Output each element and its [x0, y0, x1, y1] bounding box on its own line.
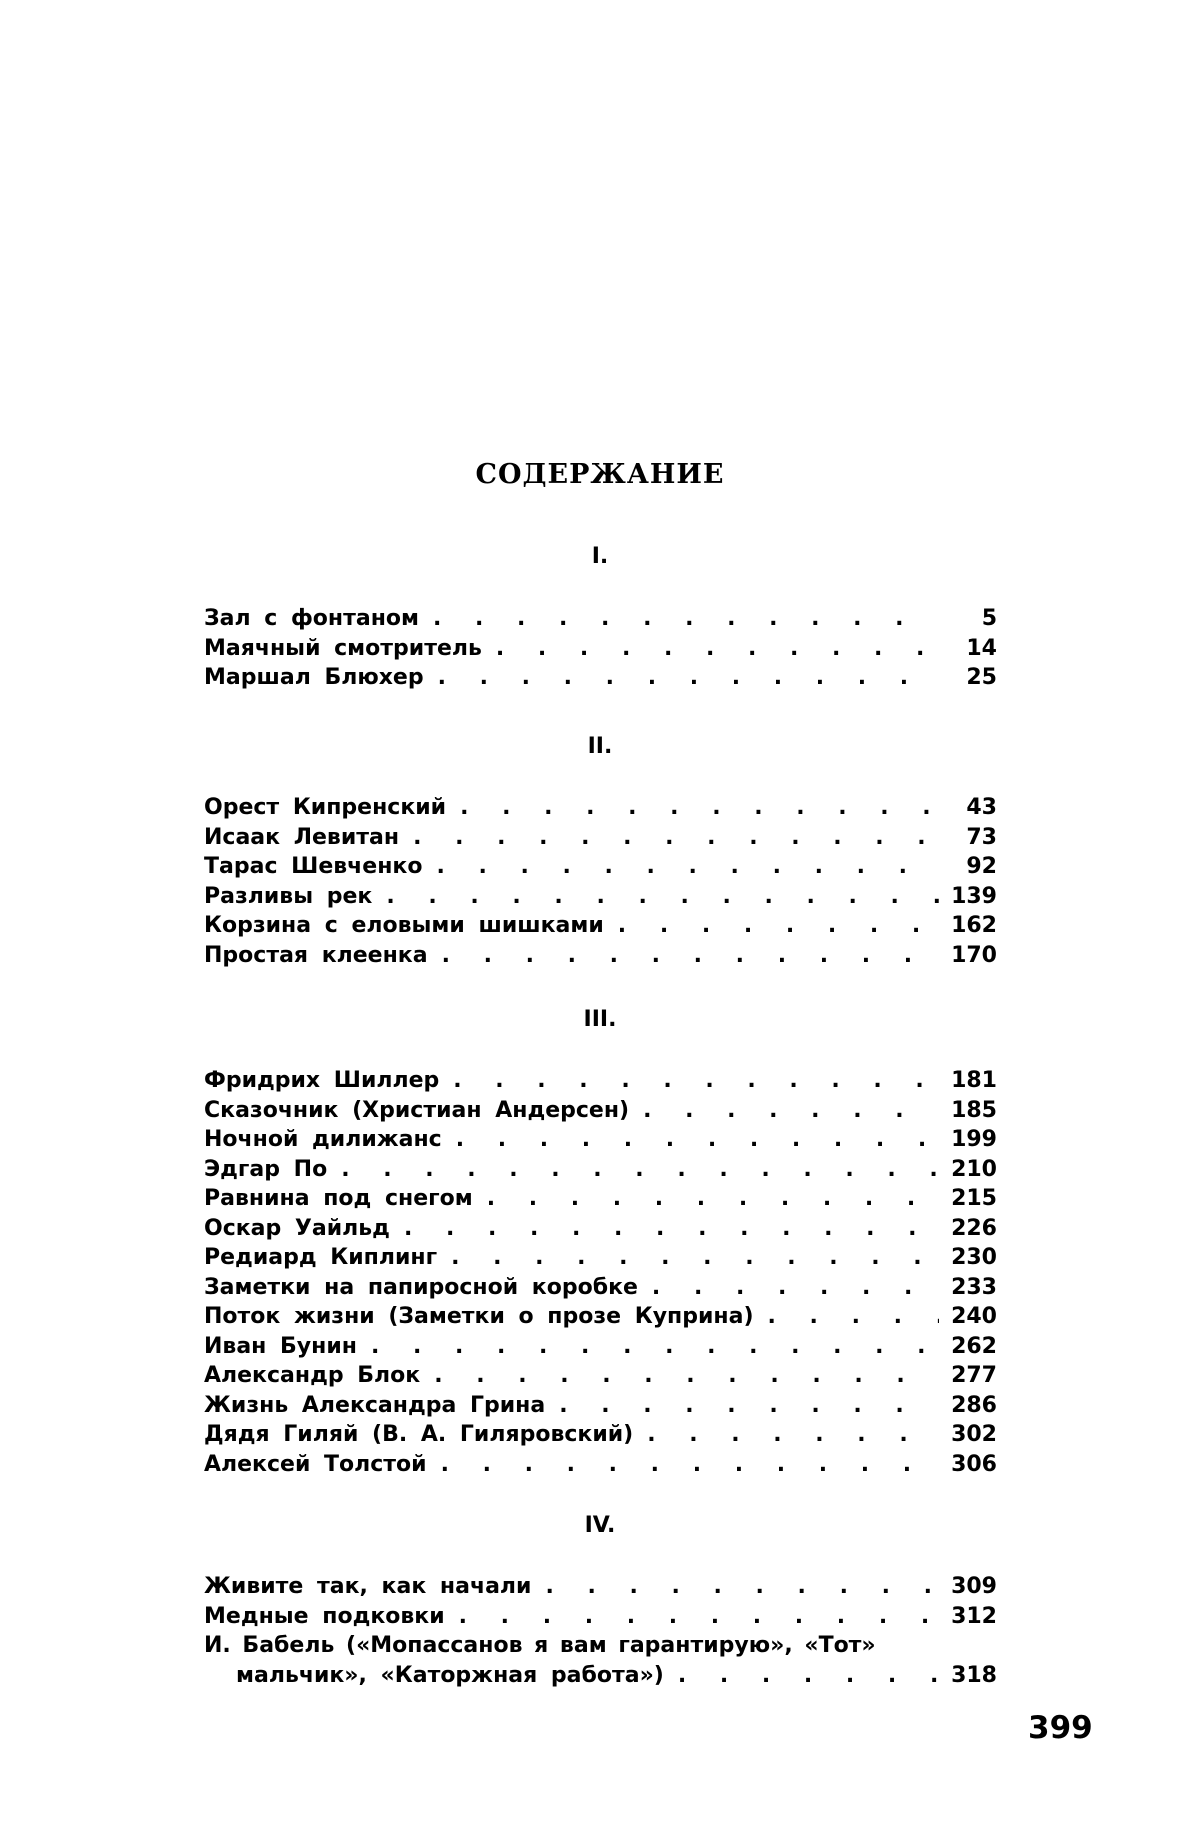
toc-entry[interactable] [204, 1450, 997, 1480]
entry-page-number: 215 [951, 1186, 997, 1211]
toc-entry[interactable] [204, 941, 997, 971]
entry-page-number: 25 [966, 665, 997, 690]
entry-title: Эдгар По [204, 1156, 328, 1182]
entry-page-number: 306 [951, 1451, 997, 1477]
entry-page-number: 262 [951, 1333, 997, 1359]
section-label-2: II. [587, 734, 613, 759]
dot-leader [459, 1602, 939, 1632]
dot-leader [643, 1096, 939, 1126]
dot-leader [341, 1155, 939, 1185]
dot-leader [453, 1066, 939, 1096]
section-label-4: IV. [584, 1513, 616, 1538]
entry-page-number: 210 [951, 1156, 997, 1182]
section-3-entries [204, 1066, 997, 1479]
entry-title: Маячный смотритель [204, 635, 482, 661]
toc-entry[interactable] [204, 1243, 997, 1273]
entry-title: Разливы рек [204, 883, 373, 909]
entry-page-number: 230 [951, 1245, 997, 1270]
toc-entry[interactable] [204, 1273, 997, 1303]
dot-leader [441, 1450, 939, 1480]
entry-title: Орест Кипренский [204, 795, 447, 820]
toc-entry[interactable] [204, 1572, 997, 1602]
dot-leader [618, 911, 939, 941]
entry-title: Равнина под снегом [204, 1186, 473, 1211]
entry-title: Заметки на папиросной коробке [204, 1274, 638, 1300]
dot-leader [436, 852, 939, 882]
entry-page-number: 277 [951, 1363, 997, 1388]
toc-entry[interactable] [204, 1361, 997, 1391]
dot-leader [442, 941, 939, 971]
contents-heading: СОДЕРЖАНИЕ [475, 459, 725, 490]
toc-entry[interactable] [204, 663, 997, 693]
entry-title: Фридрих Шиллер [204, 1068, 440, 1093]
entry-page-number: 5 [981, 606, 997, 631]
dot-leader [768, 1302, 939, 1332]
dot-leader [647, 1420, 939, 1450]
toc-entry[interactable] [204, 882, 997, 912]
entry-page-number: 302 [951, 1422, 997, 1447]
toc-entry-multiline[interactable] [204, 1631, 997, 1690]
entry-page-number: 185 [951, 1097, 997, 1123]
toc-entry[interactable] [204, 1184, 997, 1214]
section-2-entries [204, 793, 997, 970]
entry-title-line1: И. Бабель («Мопассанов я вам гарантирую», «Тот» [204, 1633, 876, 1658]
toc-entry[interactable] [204, 852, 997, 882]
toc-entry[interactable] [204, 1214, 997, 1244]
entry-title: Простая клеенка [204, 942, 428, 968]
entry-page-number: 286 [951, 1392, 997, 1418]
toc-entry[interactable] [204, 1391, 997, 1421]
dot-leader [496, 634, 939, 664]
toc-entry[interactable] [204, 634, 997, 664]
section-label-3: III. [583, 1007, 617, 1032]
section-1-entries [204, 604, 997, 693]
dot-leader [438, 663, 939, 693]
toc-entry[interactable] [204, 1332, 997, 1362]
dot-leader [434, 1361, 939, 1391]
dot-leader [451, 1243, 939, 1273]
entry-title: Живите так, как начали [204, 1574, 532, 1599]
toc-entry[interactable] [204, 1125, 997, 1155]
entry-title: Александр Блок [204, 1363, 421, 1388]
entry-title: Маршал Блюхер [204, 665, 424, 690]
entry-title: Жизнь Александра Грина [204, 1392, 546, 1418]
dot-leader [545, 1572, 939, 1602]
entry-title: Корзина с еловыми шишками [204, 913, 604, 938]
entry-title: Дядя Гиляй (В. А. Гиляровский) [204, 1422, 634, 1447]
entry-title: Сказочник (Христиан Андерсен) [204, 1097, 630, 1123]
entry-title: Медные подковки [204, 1603, 445, 1629]
dot-leader [456, 1125, 939, 1155]
dot-leader [460, 793, 939, 823]
entry-continuation [204, 1661, 997, 1691]
dot-leader [678, 1661, 939, 1691]
dot-leader [433, 604, 939, 634]
entry-title: Исаак Левитан [204, 824, 400, 850]
dot-leader [652, 1273, 939, 1303]
dot-leader [371, 1332, 939, 1362]
entry-page-number: 226 [951, 1215, 997, 1241]
dot-leader [487, 1184, 939, 1214]
entry-page-number: 312 [951, 1603, 997, 1629]
entry-page-number: 240 [951, 1304, 997, 1329]
toc-entry[interactable] [204, 1155, 997, 1185]
entry-page-number: 233 [951, 1274, 997, 1300]
toc-entry[interactable] [204, 793, 997, 823]
toc-entry[interactable] [204, 1302, 997, 1332]
toc-entry[interactable] [204, 1420, 997, 1450]
entry-page-number: 73 [966, 824, 997, 850]
dot-leader [386, 882, 939, 912]
entry-title: Поток жизни (Заметки о прозе Куприна) [204, 1304, 754, 1329]
entry-title: Тарас Шевченко [204, 854, 423, 879]
toc-entry[interactable] [204, 1066, 997, 1096]
entry-page-number: 139 [951, 883, 997, 909]
entry-title: Алексей Толстой [204, 1451, 427, 1477]
entry-title: Оскар Уайльд [204, 1215, 390, 1241]
entry-title: Редиард Киплинг [204, 1245, 438, 1270]
entry-page-number: 181 [951, 1068, 997, 1093]
dot-leader [404, 1214, 939, 1244]
entry-title: мальчик», «Каторжная работа») [236, 1662, 664, 1688]
entry-page-number: 43 [966, 795, 997, 820]
entry-page-number: 14 [966, 635, 997, 661]
toc-entry[interactable] [204, 911, 997, 941]
toc-entry[interactable] [204, 1096, 997, 1126]
entry-page-number: 199 [951, 1127, 997, 1152]
entry-page-number: 318 [951, 1662, 997, 1688]
section-4-entries [204, 1572, 997, 1690]
entry-page-number: 92 [966, 854, 997, 879]
section-label-1: I. [591, 544, 609, 569]
entry-page-number: 309 [951, 1574, 997, 1599]
entry-title: Ночной дилижанс [204, 1127, 442, 1152]
toc-entry[interactable] [204, 604, 997, 634]
entry-title: Зал с фонтаном [204, 606, 419, 631]
entry-page-number: 170 [951, 942, 997, 968]
entry-page-number: 162 [951, 913, 997, 938]
dot-leader [559, 1391, 939, 1421]
toc-entry[interactable] [204, 823, 997, 853]
page-number: 399 [1028, 1710, 1093, 1746]
dot-leader [413, 823, 939, 853]
entry-title: Иван Бунин [204, 1333, 357, 1359]
toc-entry[interactable] [204, 1602, 997, 1632]
